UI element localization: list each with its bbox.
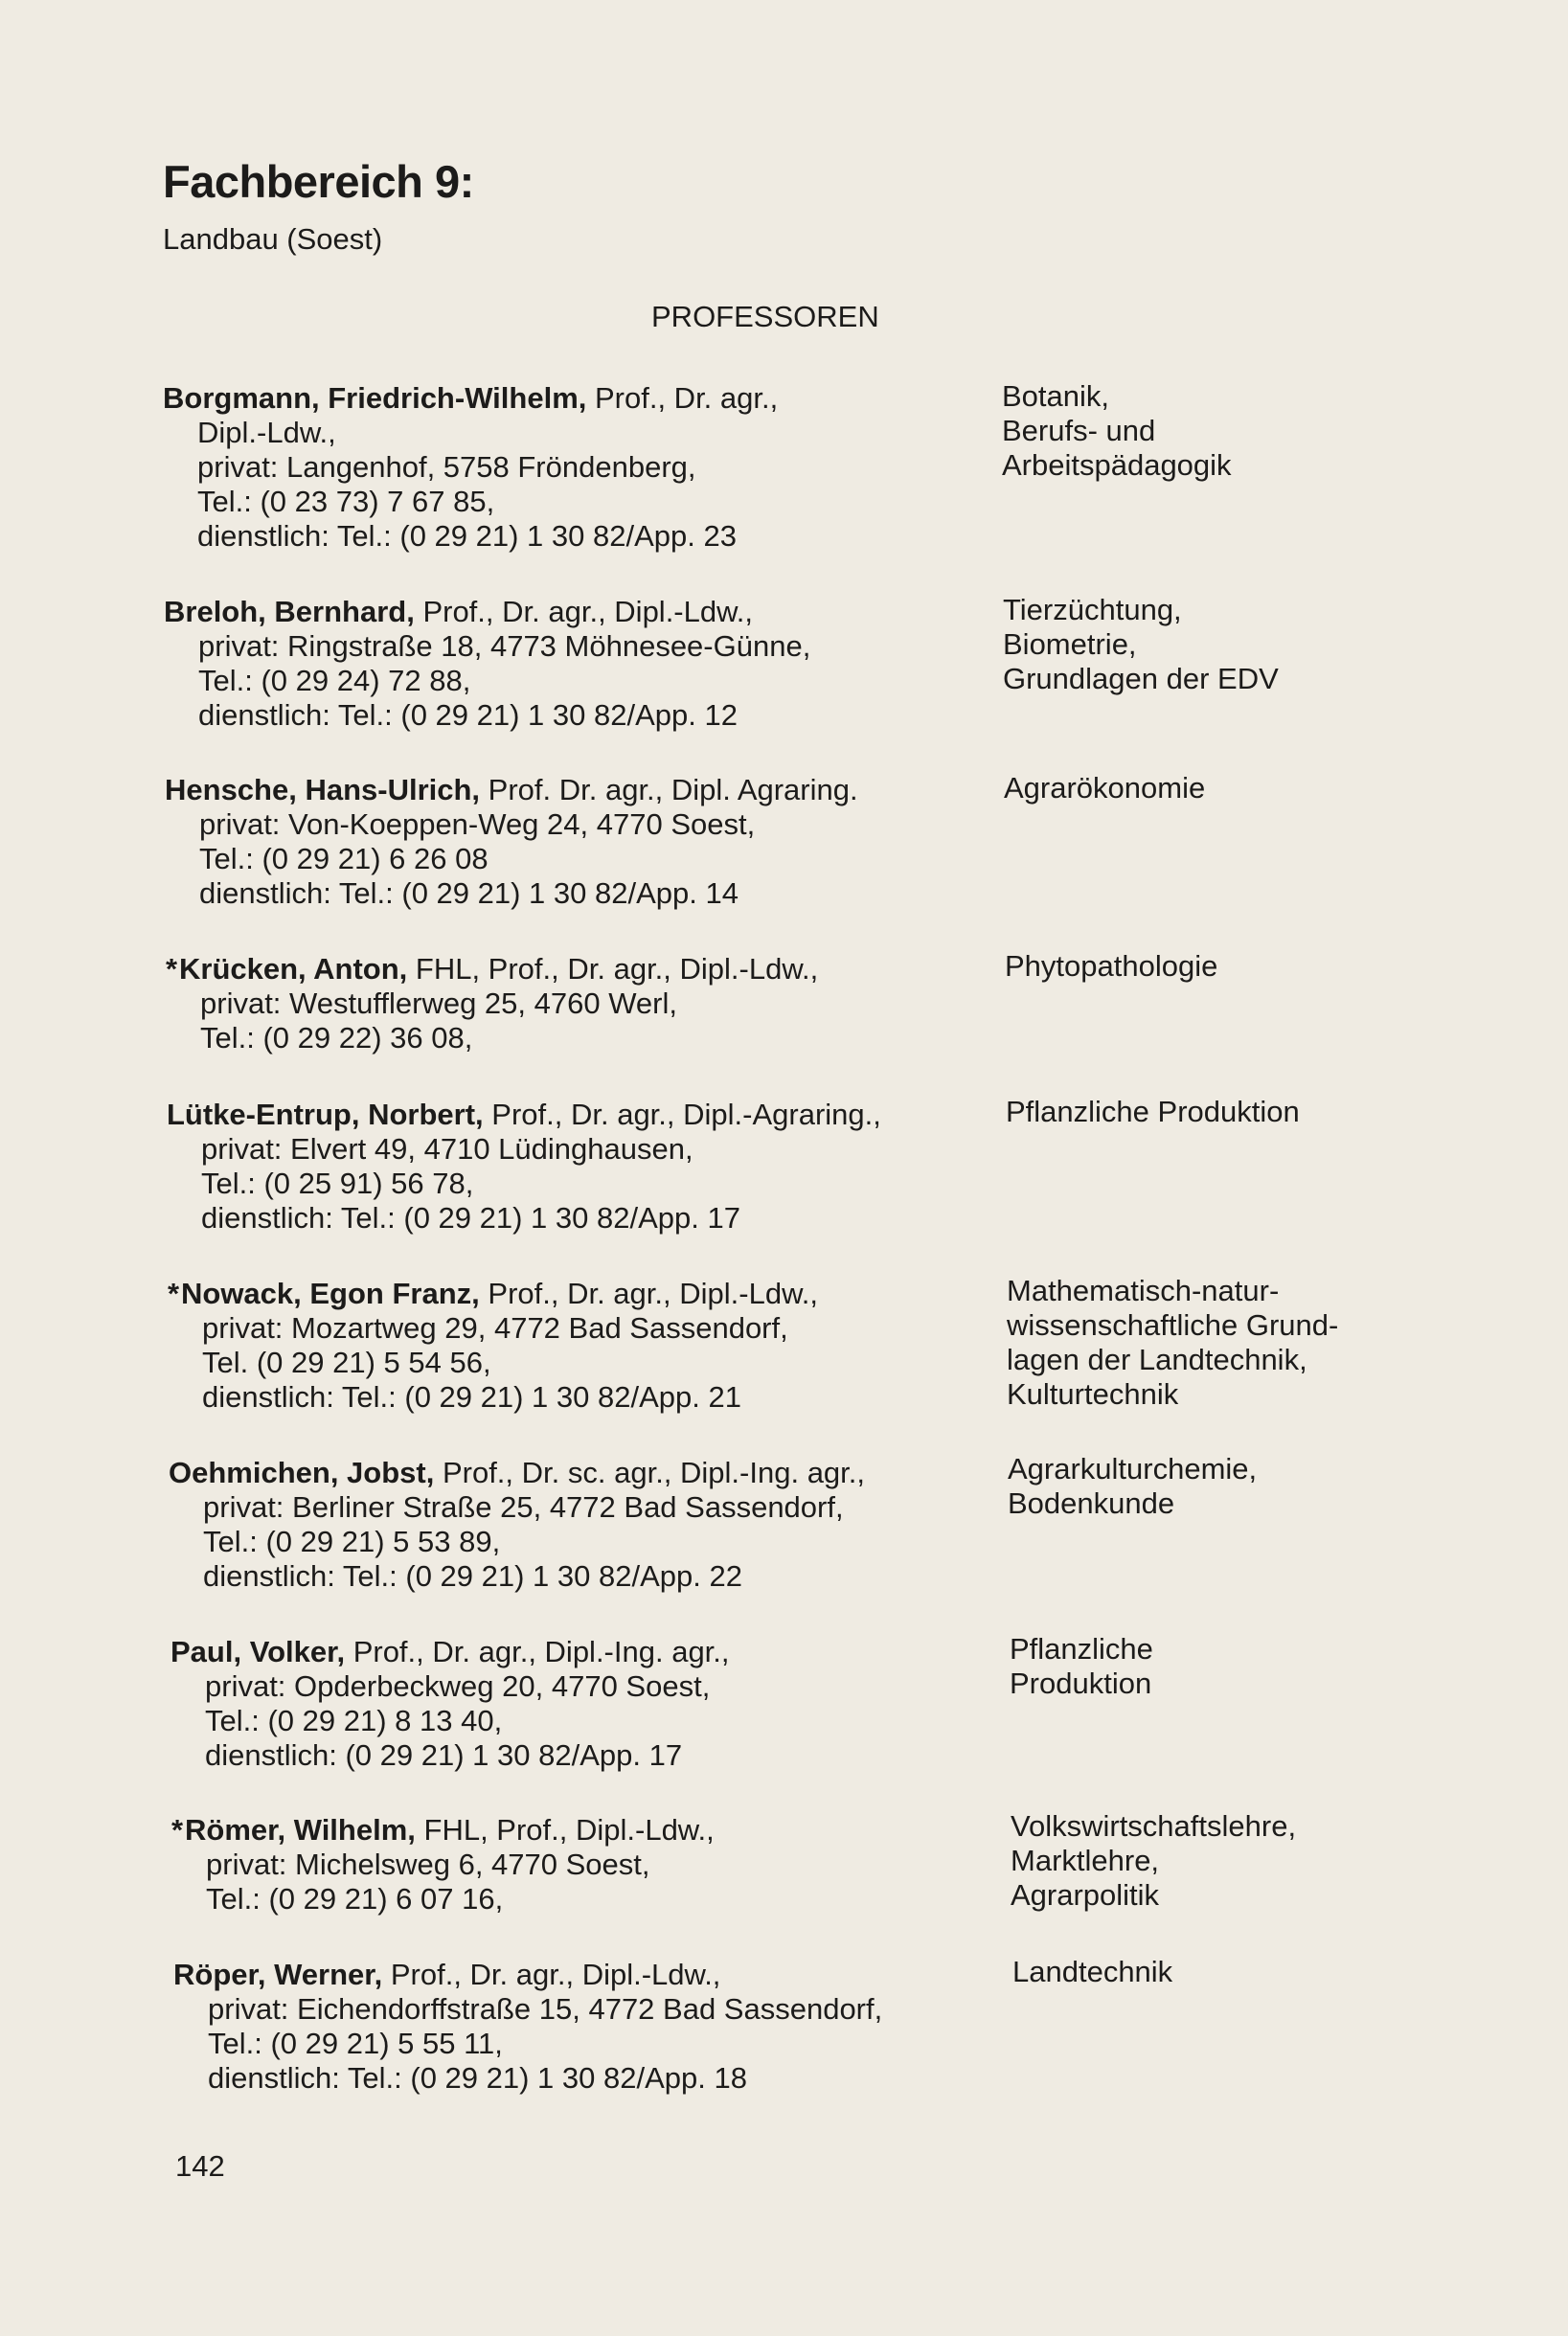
subject-line: Tierzüchtung,: [1003, 593, 1182, 626]
subject-line: Agrarpolitik: [1011, 1878, 1160, 1912]
subject-line: Arbeitspädagogik: [1002, 448, 1232, 482]
professor-details: [171, 1813, 995, 1916]
star-marker: *: [171, 1813, 184, 1847]
star-marker: *: [168, 1277, 180, 1310]
entry-line: Tel.: (0 29 21) 6 26 08: [199, 842, 489, 875]
entry-line: dienstlich: Tel.: (0 29 21) 1 30 82/App. 18: [208, 2061, 747, 2095]
entry-line: Tel.: (0 29 22) 36 08,: [200, 1021, 473, 1055]
professor-titles: Prof., Dr. agr., Dipl.-Agraring.,: [483, 1098, 881, 1131]
subject-line: Bodenkunde: [1008, 1486, 1175, 1520]
subject-area: [1011, 1809, 1413, 1913]
entry-line: Tel.: (0 23 73) 7 67 85,: [197, 485, 495, 518]
entry-line: privat: Mozartweg 29, 4772 Bad Sassendorf,: [202, 1311, 788, 1345]
professor-details: [165, 773, 989, 911]
entry-line: privat: Von-Koeppen-Weg 24, 4770 Soest,: [199, 807, 756, 841]
subject-line: Mathematisch-natur-: [1007, 1274, 1280, 1307]
entry-first-line: [168, 1277, 991, 1311]
professor-name: Oehmichen, Jobst,: [169, 1456, 435, 1489]
professor-titles: Prof., Dr. agr., Dipl.-Ldw.,: [382, 1958, 721, 1991]
subject-line: Landtechnik: [1012, 1955, 1173, 1988]
entry-first-line: [169, 1456, 992, 1490]
subject-area: [1005, 949, 1407, 984]
professor-name: Paul, Volker,: [170, 1635, 346, 1668]
professor-details: [173, 1958, 997, 2096]
professor-name: Borgmann, Friedrich-Wilhelm,: [163, 381, 587, 415]
entry-line: Tel.: (0 29 21) 8 13 40,: [205, 1704, 503, 1737]
professor-details: [170, 1635, 994, 1773]
entry-first-line: [163, 381, 987, 416]
entry-line: privat: Michelsweg 6, 4770 Soest,: [206, 1848, 650, 1881]
entry-line: Tel.: (0 29 24) 72 88,: [198, 664, 471, 697]
professor-details: [168, 1277, 991, 1415]
subject-line: Biometrie,: [1003, 627, 1137, 661]
professor-details: [167, 1098, 990, 1236]
subject-line: Agrarökonomie: [1004, 771, 1206, 805]
subject-line: Agrarkulturchemie,: [1008, 1452, 1258, 1486]
professor-name: Krücken, Anton,: [179, 952, 408, 986]
subject-line: Pflanzliche: [1010, 1632, 1153, 1666]
subject-area: [1010, 1632, 1412, 1701]
subject-line: Produktion: [1010, 1667, 1152, 1700]
professor-titles: Prof., Dr. agr., Dipl.-Ing. agr.,: [345, 1635, 730, 1668]
subject-line: Grundlagen der EDV: [1003, 662, 1279, 695]
entry-line: dienstlich: (0 29 21) 1 30 82/App. 17: [205, 1738, 683, 1772]
entry-first-line: [171, 1813, 995, 1848]
professor-name: Lütke-Entrup, Norbert,: [167, 1098, 484, 1131]
entry-first-line: [170, 1635, 994, 1669]
entry-line: dienstlich: Tel.: (0 29 21) 1 30 82/App. 12: [198, 698, 738, 732]
subject-area: [1002, 379, 1404, 483]
entry-first-line: [173, 1958, 997, 1992]
section-heading: PROFESSOREN: [651, 300, 879, 333]
professor-titles: Prof., Dr. sc. agr., Dipl.-Ing. agr.,: [434, 1456, 866, 1489]
professor-titles: Prof., Dr. agr., Dipl.-Ldw.,: [479, 1277, 818, 1310]
entry-first-line: [166, 952, 989, 987]
subject-line: Kulturtechnik: [1007, 1377, 1179, 1411]
entry-line: Dipl.-Ldw.,: [197, 416, 336, 449]
entry-first-line: [164, 595, 988, 629]
entry-line: privat: Ringstraße 18, 4773 Möhnesee-Günne,: [198, 629, 811, 663]
professor-details: [164, 595, 988, 733]
subject-area: [1006, 1095, 1408, 1129]
entry-line: Tel.: (0 29 21) 5 53 89,: [203, 1525, 501, 1558]
professor-titles: Prof., Dr. agr., Dipl.-Ldw.,: [414, 595, 754, 628]
entry-line: dienstlich: Tel.: (0 29 21) 1 30 82/App. 21: [202, 1380, 741, 1414]
entry-line: dienstlich: Tel.: (0 29 21) 1 30 82/App. 17: [201, 1201, 740, 1235]
entry-line: dienstlich: Tel.: (0 29 21) 1 30 82/App. 23: [197, 519, 737, 553]
subject-line: Pflanzliche Produktion: [1006, 1095, 1300, 1128]
subject-area: [1007, 1274, 1409, 1412]
professor-titles: FHL, Prof., Dr. agr., Dipl.-Ldw.,: [407, 952, 819, 986]
professor-titles: Prof. Dr. agr., Dipl. Agraring.: [480, 773, 858, 806]
faculty-subtitle: Landbau (Soest): [163, 222, 383, 256]
subject-area: [1004, 771, 1406, 805]
entry-line: privat: Eichendorffstraße 15, 4772 Bad Sassendorf,: [208, 1992, 883, 2026]
subject-area: [1012, 1955, 1415, 1989]
subject-area: [1003, 593, 1405, 696]
entry-line: privat: Berliner Straße 25, 4772 Bad Sassendorf,: [203, 1490, 844, 1524]
entry-line: Tel. (0 29 21) 5 54 56,: [202, 1346, 491, 1379]
entry-line: Tel.: (0 29 21) 6 07 16,: [206, 1882, 504, 1916]
entry-first-line: [165, 773, 989, 807]
faculty-title: Fachbereich 9:: [163, 156, 474, 207]
subject-line: Berufs- und: [1002, 414, 1156, 447]
entry-line: dienstlich: Tel.: (0 29 21) 1 30 82/App. 22: [203, 1559, 742, 1593]
subject-line: Botanik,: [1002, 379, 1110, 413]
subject-line: lagen der Landtechnik,: [1007, 1343, 1307, 1376]
subject-line: Volkswirtschaftslehre,: [1011, 1809, 1297, 1843]
subject-line: Phytopathologie: [1005, 949, 1218, 983]
page-number: 142: [175, 2149, 225, 2183]
entry-line: privat: Westufflerweg 25, 4760 Werl,: [200, 987, 677, 1020]
entry-line: privat: Opderbeckweg 20, 4770 Soest,: [205, 1669, 711, 1703]
professor-details: [163, 381, 987, 554]
star-marker: *: [166, 952, 178, 986]
professor-titles: FHL, Prof., Dipl.-Ldw.,: [415, 1813, 715, 1847]
professor-name: Breloh, Bernhard,: [164, 595, 415, 628]
entry-first-line: [167, 1098, 990, 1132]
subject-line: Marktlehre,: [1011, 1844, 1160, 1877]
professor-name: Nowack, Egon Franz,: [181, 1277, 480, 1310]
professor-name: Hensche, Hans-Ulrich,: [165, 773, 481, 806]
professor-details: [169, 1456, 992, 1594]
entry-line: privat: Langenhof, 5758 Fröndenberg,: [197, 450, 696, 484]
professor-name: Römer, Wilhelm,: [185, 1813, 416, 1847]
professor-titles: Prof., Dr. agr.,: [586, 381, 779, 415]
entry-line: Tel.: (0 25 91) 56 78,: [201, 1167, 474, 1200]
entry-line: privat: Elvert 49, 4710 Lüdinghausen,: [201, 1132, 693, 1166]
professor-details: [166, 952, 989, 1055]
professor-name: Röper, Werner,: [173, 1958, 383, 1991]
subject-area: [1008, 1452, 1410, 1521]
entry-line: Tel.: (0 29 21) 5 55 11,: [208, 2027, 503, 2060]
entry-line: dienstlich: Tel.: (0 29 21) 1 30 82/App. 14: [199, 876, 739, 910]
subject-line: wissenschaftliche Grund-: [1007, 1308, 1339, 1342]
